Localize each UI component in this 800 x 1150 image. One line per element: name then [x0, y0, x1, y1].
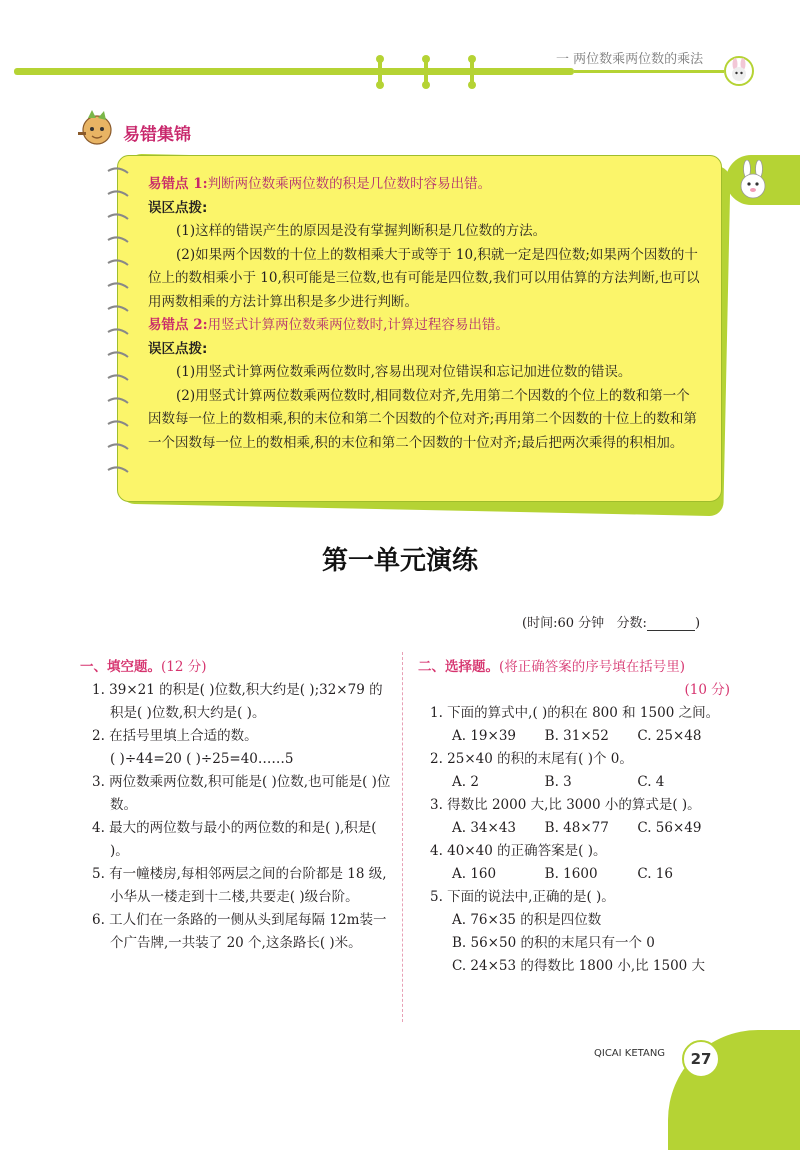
- footer-brand: QICAI KETANG: [594, 1048, 666, 1059]
- option: A. 76×35 的积是四位数: [452, 912, 602, 928]
- choice-heading: [418, 656, 730, 679]
- option: C. 25×48: [637, 728, 702, 744]
- question-item: 4. 40×40 的正确答案是( )。: [430, 843, 607, 859]
- score-blank[interactable]: [647, 616, 695, 631]
- error-point-2: [148, 314, 703, 338]
- section-title: 易错集锦: [123, 125, 191, 145]
- question-item: 5. 下面的说法中,正确的是( )。: [430, 889, 615, 905]
- page-number: 27: [682, 1040, 720, 1078]
- error-point-text: 用竖式计算两位数乘两位数时,计算过程容易出错。: [207, 317, 509, 333]
- option: B. 3: [544, 774, 572, 790]
- bunny-mascot-icon: [724, 56, 754, 86]
- hint-label: 误区点拨:: [148, 340, 208, 357]
- hint-paragraph: (1)这样的错误产生的原因是没有掌握判断积是几位数的方法。: [176, 223, 547, 239]
- option: A. 34×43: [452, 820, 516, 836]
- error-point-label: 易错点 1:: [148, 176, 208, 192]
- time-label: (时间:60 分钟: [522, 616, 605, 631]
- hint-paragraph: (2)用竖式计算两位数乘两位数时,相同数位对齐,先用第二个因数的个位上的数和第一个因数每一位上的数相乘,积的末位和第二个因数的个位对齐;再用第二个因数的十位上的数和第一个因数每一位上的数相乘,积的末位和第二个因数的十位对齐;最后把两次乘得的积相加。: [148, 387, 697, 451]
- hint-label: 误区点拨:: [148, 199, 208, 216]
- choice-section: [418, 656, 730, 978]
- option-row: [430, 863, 730, 886]
- question-item: 4. 最大的两位数与最小的两位数的和是( ),积是( )。: [92, 820, 377, 859]
- fill-blank-heading: [80, 656, 392, 679]
- header-rule: [14, 68, 574, 75]
- error-point-text: 判断两位数乘两位数的积是几位数时容易出错。: [207, 176, 492, 192]
- binder-pin-icon: [376, 54, 384, 90]
- question-item: 3. 两位数乘两位数,积可能是( )位数,也可能是( )位数。: [92, 774, 391, 813]
- bunny-tab-icon: [735, 160, 771, 200]
- choice-head-text: 二、选择题。: [418, 659, 499, 675]
- option: A. 2: [452, 774, 479, 790]
- hint-paragraph: (2)如果两个因数的十位上的数相乘大于或等于 10,积就一定是四位数;如果两个因数的十位上的数相乘小于 10,积可能是三位数,也有可能是四位数,我们可以用估算的方法判断,也可以用两数相乘的方法计算出积是多少进行判断。: [148, 246, 700, 310]
- error-point-1: [148, 173, 703, 197]
- question-item: 5. 有一幢楼房,每相邻两层之间的台阶都是 18 级,小华从一楼走到十二楼,共要走( )级台阶。: [92, 866, 387, 905]
- question-subline: ( )÷44=20 ( )÷25=40……5: [110, 751, 294, 767]
- choice-instruction: (将正确答案的序号填在括号里): [499, 659, 686, 675]
- question-item: 3. 得数比 2000 大,比 3000 小的算式是( )。: [430, 797, 701, 813]
- option-row: [430, 817, 730, 840]
- fill-score: (12 分): [161, 659, 207, 675]
- error-point-label: 易错点 2:: [148, 317, 208, 333]
- option: C. 4: [637, 774, 665, 790]
- option: B. 31×52: [544, 728, 609, 744]
- score-label: 分数:: [616, 616, 647, 631]
- option: B. 1600: [544, 866, 598, 882]
- binder-pin-icon: [468, 54, 476, 90]
- option: B. 48×77: [544, 820, 609, 836]
- question-item: 1. 39×21 的积是( )位数,积大约是( );32×79 的积是( )位数,积大约是( )。: [92, 682, 383, 721]
- binder-pin-icon: [422, 54, 430, 90]
- header-rule-thin: [574, 70, 724, 73]
- unit-title: 第一单元演练: [321, 546, 478, 576]
- spiral-binding-icon: [104, 165, 132, 495]
- chapter-title: 一 两位数乘两位数的乘法: [556, 52, 704, 67]
- question-item: 1. 下面的算式中,( )的积在 800 和 1500 之间。: [430, 705, 720, 721]
- score-end: ): [694, 616, 701, 631]
- option: C. 16: [637, 866, 673, 882]
- mascot-icon: [76, 108, 118, 148]
- hint-paragraph: (1)用竖式计算两位数乘两位数时,容易出现对位错误和忘记加进位数的错误。: [176, 364, 632, 380]
- option-row: [430, 771, 730, 794]
- question-item: 2. 在括号里填上合适的数。: [92, 728, 258, 744]
- option-row: [430, 725, 730, 748]
- error-notes-content: [148, 173, 703, 455]
- option: A. 19×39: [452, 728, 516, 744]
- option: C. 24×53 的得数比 1800 小,比 1500 大: [452, 958, 706, 974]
- question-item: 2. 25×40 的积的末尾有( )个 0。: [430, 751, 633, 767]
- option: A. 160: [452, 866, 497, 882]
- time-score-bar: [522, 612, 700, 631]
- option: B. 56×50 的积的末尾只有一个 0: [452, 935, 655, 951]
- fill-head-text: 一、填空题。: [80, 659, 161, 675]
- column-divider: [402, 652, 403, 1022]
- option: C. 56×49: [637, 820, 702, 836]
- question-item: 6. 工人们在一条路的一侧从头到尾每隔 12m装一个广告牌,一共装了 20 个,这条路长( )米。: [92, 912, 387, 951]
- choice-score: (10 分): [684, 682, 730, 698]
- fill-blank-section: [80, 656, 392, 955]
